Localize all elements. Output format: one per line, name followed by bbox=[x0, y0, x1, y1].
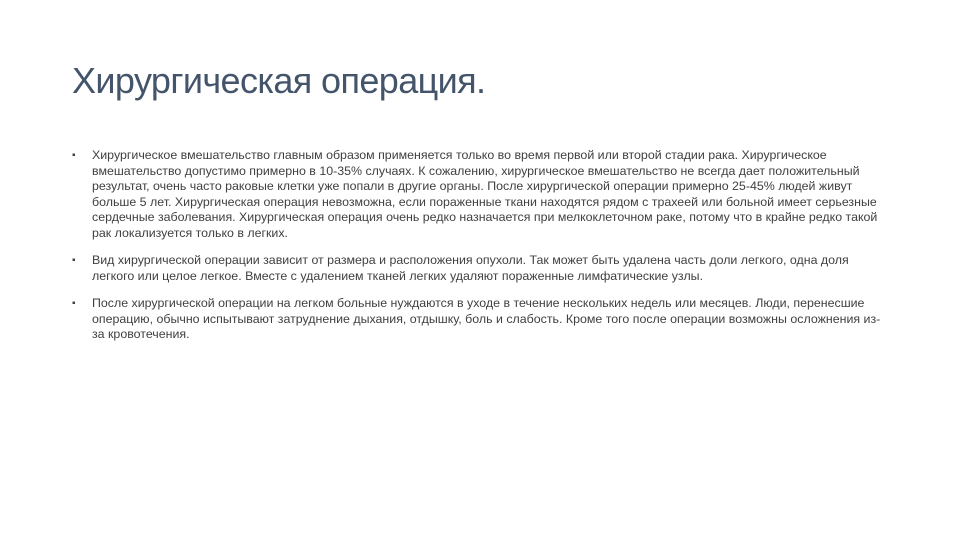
bullet-text: После хирургической операции на легком больные нуждаются в уходе в течение нескольких недель или месяцев. Люди, перенесшие операцию, обычно испытывают затруднение дыхания, отдышку, боль и слабость. Кроме того после операции возможны осложнения из-за кровотечения. bbox=[92, 296, 881, 341]
bullet-text: Хирургическое вмешательство главным образом применяется только во время первой или второй стадии рака. Хирургическое вмешательство допустимо примерно в 10-35% случаях. К сожалению, хирургическое вмешательство не всегда дает положительный результат, очень часто раковые клетки уже попали в другие органы. После хирургической операции примерно 25-45% людей живут больше 5 лет. Хирургическая операция невозможна, если пораженные ткани находятся рядом с трахеей или больной имеет серьезные сердечные заболевания. Хирургическая операция очень редко назначается при мелкоклеточном раке, потому что в крайне редко такой рак локализуется только в легких. bbox=[92, 148, 878, 240]
bullet-list bbox=[72, 148, 892, 355]
bullet-item bbox=[72, 148, 892, 241]
bullet-item bbox=[72, 296, 892, 343]
bullet-marker-icon: ▪ bbox=[72, 150, 76, 161]
bullet-marker-icon: ▪ bbox=[72, 255, 76, 266]
slide-title: Хирургическая операция. bbox=[72, 60, 486, 101]
bullet-item bbox=[72, 253, 892, 284]
bullet-text: Вид хирургической операции зависит от размера и расположения опухоли. Так может быть удалена часть доли легкого, одна доля легкого или целое легкое. Вместе с удалением тканей легких удаляют пораженные лимфатические узлы. bbox=[92, 253, 849, 283]
bullet-marker-icon: ▪ bbox=[72, 298, 76, 309]
